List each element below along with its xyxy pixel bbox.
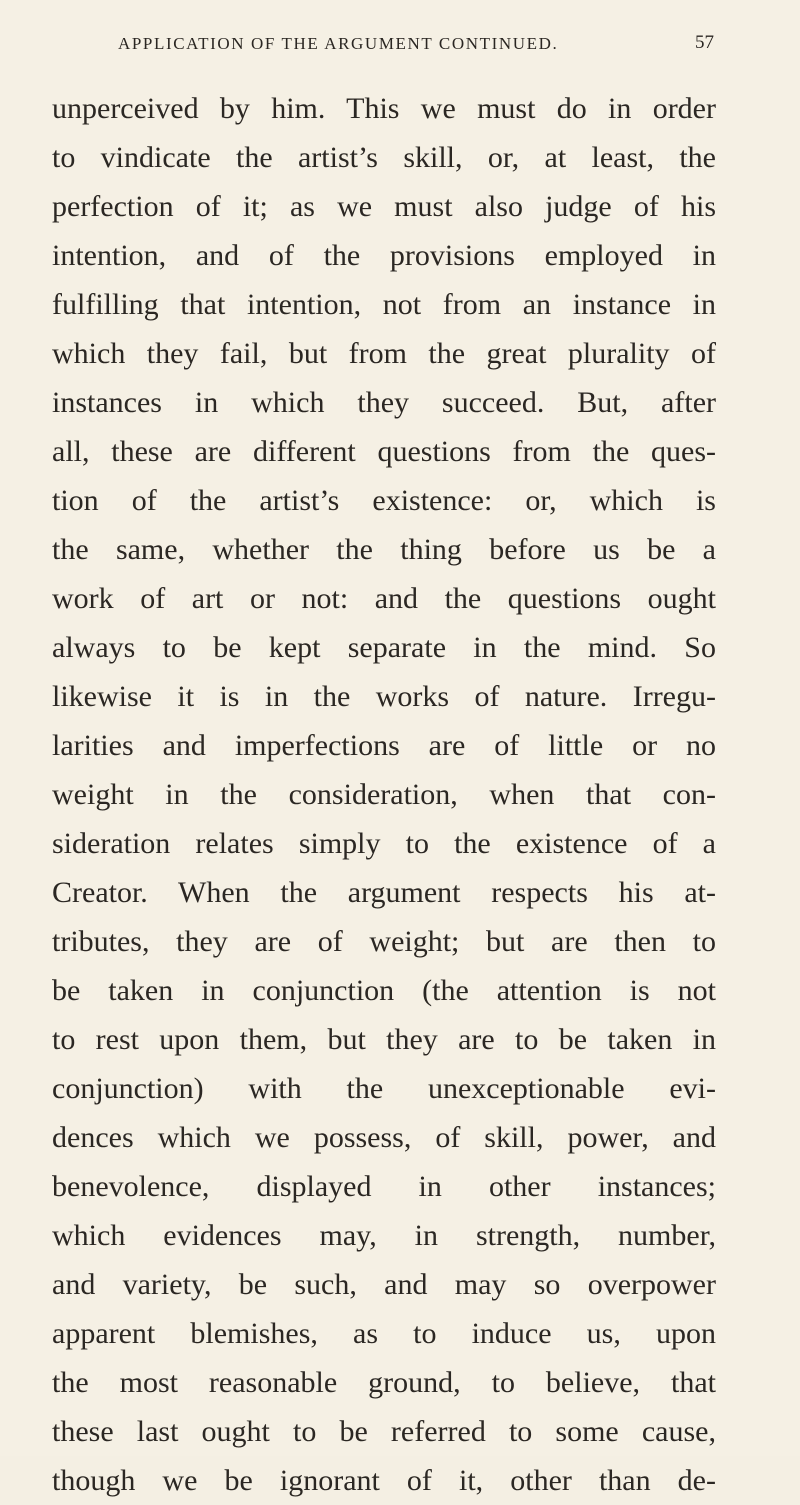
- text-line: and variety, be such, and may so overpower: [52, 1268, 716, 1301]
- page-number: 57: [695, 32, 714, 53]
- text-line: weight in the consideration, when that con-: [52, 778, 716, 811]
- text-line: always to be kept separate in the mind. So: [52, 631, 716, 664]
- text-line: fulfilling that intention, not from an instance in: [52, 288, 716, 321]
- text-line: to rest upon them, but they are to be taken in: [52, 1023, 716, 1056]
- text-line: be taken in conjunction (the attention is not: [52, 974, 716, 1007]
- text-line: which they fail, but from the great plurality of: [52, 337, 716, 370]
- running-header: [118, 34, 718, 60]
- text-line: the same, whether the thing before us be a: [52, 533, 716, 566]
- text-line: unperceived by him. This we must do in order: [52, 92, 716, 125]
- text-line: which evidences may, in strength, number,: [52, 1219, 716, 1252]
- text-line: tributes, they are of weight; but are then to: [52, 925, 716, 958]
- text-line: tion of the artist’s existence: or, which is: [52, 484, 716, 517]
- text-line: benevolence, displayed in other instances;: [52, 1170, 716, 1203]
- text-line: sideration relates simply to the existence of a: [52, 827, 716, 860]
- text-line: instances in which they succeed. But, after: [52, 386, 716, 419]
- text-line: work of art or not: and the questions ought: [52, 582, 716, 615]
- text-line: perfection of it; as we must also judge of his: [52, 190, 716, 223]
- text-line: though we be ignorant of it, other than de-: [52, 1464, 716, 1497]
- text-line: larities and imperfections are of little or no: [52, 729, 716, 762]
- text-line: dences which we possess, of skill, power, and: [52, 1121, 716, 1154]
- text-line: apparent blemishes, as to induce us, upon: [52, 1317, 716, 1350]
- running-title: APPLICATION OF THE ARGUMENT CONTINUED.: [118, 34, 559, 53]
- text-line: all, these are different questions from the ques-: [52, 435, 716, 468]
- text-line: to vindicate the artist’s skill, or, at least, the: [52, 141, 716, 174]
- text-line: Creator. When the argument respects his at-: [52, 876, 716, 909]
- body-text: [52, 84, 716, 1505]
- text-line: these last ought to be referred to some cause,: [52, 1415, 716, 1448]
- text-line: the most reasonable ground, to believe, that: [52, 1366, 716, 1399]
- text-line: intention, and of the provisions employed in: [52, 239, 716, 272]
- text-line: conjunction) with the unexceptionable evi-: [52, 1072, 716, 1105]
- text-line: likewise it is in the works of nature. Irregu-: [52, 680, 716, 713]
